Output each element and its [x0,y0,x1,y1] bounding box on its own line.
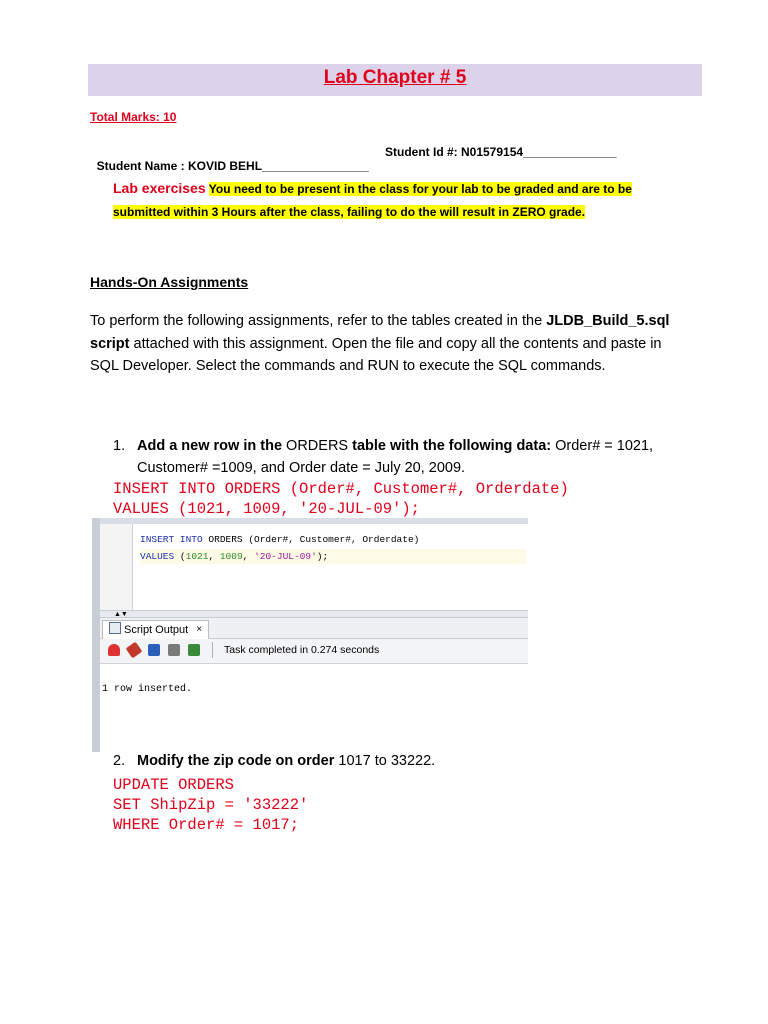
editor-line-2 [140,549,526,564]
code-line: UPDATE ORDERS [113,776,234,794]
lab-note-line1: You need to be present in the class for your lab to be graded and are to be [208,182,632,196]
intro-text-1: To perform the following assignments, refer to the tables created in the [90,313,543,329]
editor-number: 1021 [185,551,209,562]
editor-text: ); [316,551,329,562]
q2-bold: Modify the zip code on order [137,753,339,769]
tab-script-output[interactable] [102,620,209,639]
script-output-result: 1 row inserted. [102,684,193,695]
editor-number: 1009 [219,551,243,562]
output-toolbar [100,639,528,664]
status-text: Task completed in 0.274 seconds [224,644,380,656]
panel-splitter[interactable]: ▲▼ [100,610,528,618]
question-1-number: 1. [113,438,126,454]
question-2-number: 2. [113,753,126,769]
question-1 [113,435,703,479]
editor-text: , [208,551,220,562]
sql-developer-screenshot [92,518,528,752]
intro-text-2: attached with this assignment. Open the file and copy all the contents and paste in SQL Developer. Select the commands and RUN to execute the SQL commands. [90,335,662,374]
page-title: Lab Chapter # 5 [323,67,467,88]
student-id: Student Id #: N01579154______________ [385,145,617,159]
code-line: VALUES (1021, 1009, '20-JUL-09'); [113,500,420,518]
close-icon[interactable]: × [196,624,203,635]
title-banner [88,64,702,96]
script-output-icon [109,622,121,634]
q1-bold-1: Add a new row in the [137,438,287,454]
lab-note-line2: submitted within 3 Hours after the class, failing to do the will result in ZERO grade. [113,205,586,219]
code-line: WHERE Order# = 1017; [113,816,300,834]
editor-tabstrip [92,518,528,524]
script-output-label: Script Output [124,624,189,636]
q1-line2: Customer# =1009, and Order date = July 20, 2009. [137,460,466,476]
save-icon[interactable] [148,644,160,656]
editor-keyword: VALUES [140,551,175,562]
code-line: SET ShipZip = '33222' [113,796,309,814]
total-marks: Total Marks: 10 [90,110,177,124]
print-icon[interactable] [168,644,180,656]
editor-keyword: INSERT INTO [140,534,203,545]
question-2-code [113,775,308,835]
editor-text: ORDERS (Order#, Customer#, Orderdate) [202,534,420,545]
output-tabbar [100,618,528,639]
q2-rest: 1017 to 33222. [338,753,436,769]
question-1-code [113,479,569,519]
toolbar-separator [212,642,213,658]
lab-exercises-label: Lab exercises [113,180,206,196]
code-line: INSERT INTO ORDERS (Order#, Customer#, Orderdate) [113,480,569,498]
question-2 [113,753,435,769]
editor-string: '20-JUL-09' [254,551,317,562]
q1-bold-2: table with the following data: [348,438,556,454]
editor-text: ( [174,551,186,562]
intro-script-name: JLDB_Build_5.sql script [90,313,670,352]
export-icon[interactable] [188,644,200,656]
eraser-icon[interactable] [126,642,143,659]
lab-exercises-note [113,177,673,224]
student-name: Student Name : KOVID BEHL________________ [96,159,369,173]
pin-icon[interactable] [108,644,120,656]
section-heading: Hands-On Assignments [90,274,249,290]
intro-paragraph [90,310,680,378]
q1-line1-rest: Order# = 1021, [555,438,654,454]
left-panel-edge [92,518,100,752]
editor-text: , [242,551,255,562]
editor-line-1 [140,534,419,545]
q1-orders: ORDERS [286,438,349,454]
